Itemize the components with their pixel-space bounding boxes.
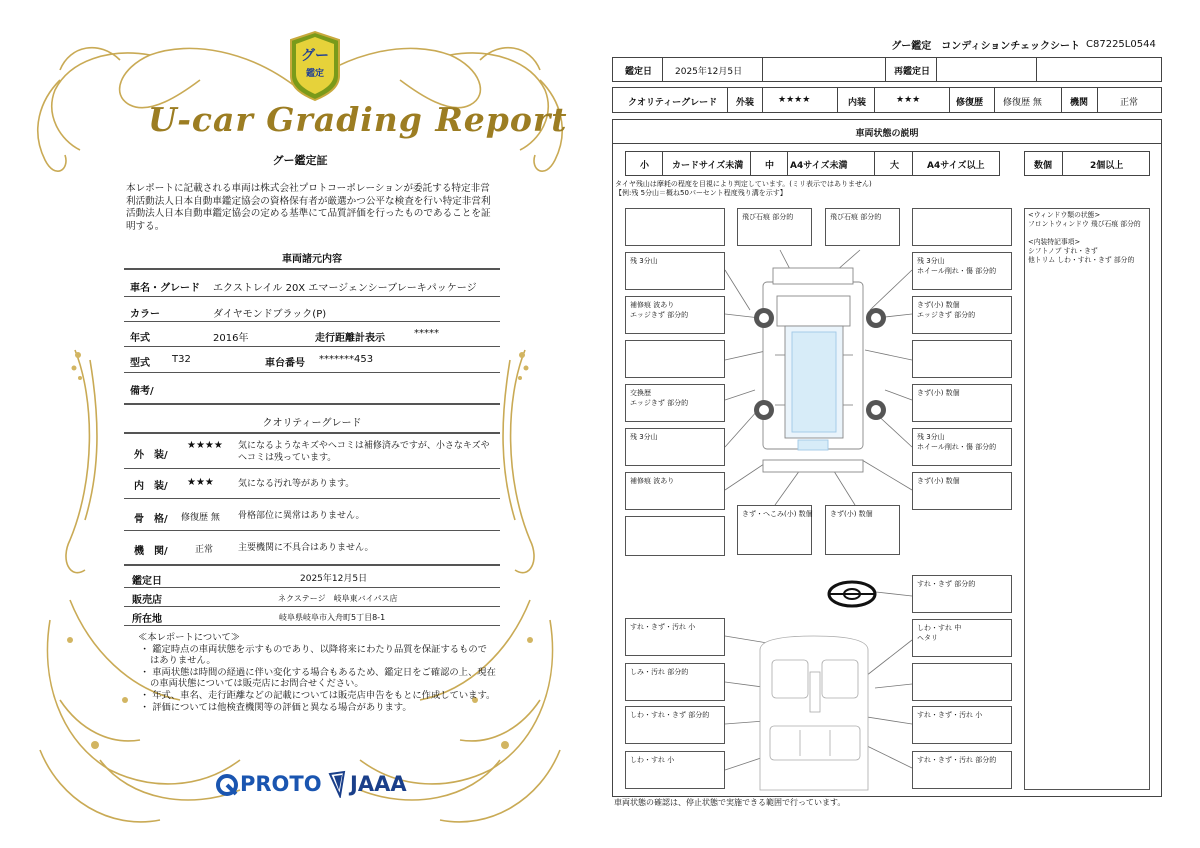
appraisal-date-label: 鑑定日 <box>132 576 162 587</box>
divider <box>124 296 500 297</box>
jaaa-logo-icon <box>328 770 348 798</box>
sheet-code: C87225L0544 <box>1086 39 1156 50</box>
int-left-box: しわ・すれ・きず 部分的 <box>625 706 725 744</box>
ext-top-box: 飛び石痕 部分的 <box>737 208 812 246</box>
legend-count-desc: 2個以上 <box>1090 161 1124 171</box>
int-right-box: しわ・すれ 中 ヘタリ <box>912 619 1012 657</box>
divider <box>124 346 500 347</box>
int-left-box: しみ・汚れ 部分的 <box>625 663 725 701</box>
spec-name-label: 車名・グレード <box>130 283 200 294</box>
divider <box>124 530 500 531</box>
special-notes: <ウィンドウ類の状態> フロントウィンドウ 飛び石痕 部分的 <内装特記事項> シフトノブ すれ・きず 他トリム しわ・すれ・きず 部分的 <box>1028 211 1141 264</box>
engine-label: 機関 <box>1070 98 1089 108</box>
legend-count: 数個 <box>1034 161 1053 171</box>
engine-value: 正常 <box>195 545 214 555</box>
frame-desc: 骨格部位に異常はありません。 <box>238 511 365 521</box>
spec-remarks-label: 備考/ <box>130 386 154 397</box>
legend-large: 大 <box>890 161 900 171</box>
int-right-box <box>912 663 1012 701</box>
spec-model-label: 型式 <box>130 358 150 369</box>
int-left-box: しわ・すれ 小 <box>625 751 725 789</box>
ext-left-box: 補修痕 波あり エッジきず 部分的 <box>625 296 725 334</box>
interior-label: 内装 <box>848 98 867 108</box>
spec-year-value: 2016年 <box>213 333 249 344</box>
jaaa-logo-text: JAAA <box>350 772 407 796</box>
divider <box>124 403 500 405</box>
row-date-label: 鑑定日 <box>625 67 653 77</box>
legend-mid: 中 <box>765 161 775 171</box>
ext-right-box: きず(小) 数個 エッジきず 部分的 <box>912 296 1012 334</box>
sheet-title: グー鑑定 コンディションチェックシート <box>891 41 1080 52</box>
ext-bottom-box: きず(小) 数個 <box>825 505 900 555</box>
spec-name-value: エクストレイル 20X エマージェンシーブレーキパッケージ <box>213 283 477 294</box>
divider <box>124 606 500 607</box>
divider <box>124 587 500 588</box>
steering-wheel-icon <box>829 582 875 606</box>
shop-label: 販売店 <box>132 595 162 606</box>
interior-desc: 気になる汚れ等があります。 <box>238 479 355 489</box>
car-interior-icon <box>760 636 868 790</box>
reappraisal-label: 再鑑定日 <box>894 67 931 77</box>
address-value: 岐阜県岐阜市入舟町5丁目8-1 <box>279 613 386 622</box>
exterior-desc: 気になるようなキズやヘコミは補修済みですが、小さなキズやヘコミは残っています。 <box>238 441 490 463</box>
proto-logo-text: PROTO <box>240 772 322 796</box>
tire-note: タイヤ残山は摩耗の程度を目視により判定しています。(ミリ表示ではありません) <box>615 180 872 188</box>
ext-left-box: 残 3分山 <box>625 252 725 290</box>
sheet-footer: 車両状態の確認は、停止状態で実施できる範囲で行っています。 <box>614 798 846 807</box>
legend-large-desc: A4サイズ以上 <box>927 161 985 171</box>
appraisal-date-value: 2025年12月5日 <box>300 574 368 584</box>
repair-label: 修復歴 <box>956 98 984 108</box>
divider <box>124 498 500 499</box>
note-item: ・ 評価については他検査機関等の評価と異なる場合があります。 <box>140 701 412 713</box>
condition-check-sheet <box>600 0 1200 848</box>
divider <box>124 321 500 322</box>
address-label: 所在地 <box>132 614 162 625</box>
int-left-box: すれ・きず・汚れ 小 <box>625 618 725 656</box>
ext-right-box: 残 3分山 ホイール削れ・傷 部分的 <box>912 428 1012 466</box>
ext-right-box <box>912 208 1012 246</box>
ext-top-box: 飛び石痕 部分的 <box>825 208 900 246</box>
exterior-label: 外 装/ <box>134 450 168 461</box>
divider <box>124 432 500 434</box>
legend-small: 小 <box>640 161 650 171</box>
ext-left-box: 交換歴 エッジきず 部分的 <box>625 384 725 422</box>
ext-left-box <box>625 340 725 378</box>
spec-title: 車両諸元内容 <box>282 254 342 265</box>
proto-logo-icon <box>216 774 238 796</box>
ext-left-box: 補修痕 波あり <box>625 472 725 510</box>
exterior-label: 外装 <box>736 98 755 108</box>
spec-model-value: T32 <box>172 354 191 365</box>
ext-left-box <box>625 516 725 556</box>
int-right-box: すれ・きず 部分的 <box>912 575 1012 613</box>
quality-grade-label: クオリティーグレード <box>628 98 718 108</box>
report-script-title: U-car Grading Report <box>148 100 568 139</box>
legend-small-desc: カードサイズ未満 <box>672 161 744 171</box>
engine-label: 機 関/ <box>134 546 168 557</box>
spec-year-label: 年式 <box>130 333 150 344</box>
spec-mileage-value: ***** <box>414 328 439 339</box>
badge-text: グー <box>301 48 329 64</box>
exterior-stars: ★★★★ <box>187 440 223 451</box>
certificate-intro: 本レポートに記載される車両は株式会社プロトコーポレーションが委託する特定非営利活動法人日本自動車鑑定協会の資格保有者が厳選かつ公平な検査を行い特定非営利活動法人日本自動車鑑定協会の定める基準にて品質評価を行ったものであることを証明する。 <box>126 183 491 232</box>
shop-value: ネクステージ 岐阜東バイパス店 <box>278 594 398 603</box>
spec-color-value: ダイヤモンドブラック(P) <box>213 309 327 320</box>
legend-mid-desc: A4サイズ未満 <box>790 161 848 171</box>
ext-right-box: きず(小) 数個 <box>912 472 1012 510</box>
frame-value: 修復歴 無 <box>181 513 220 523</box>
section-title: 車両状態の説明 <box>855 129 919 139</box>
row-date-value: 2025年12月5日 <box>675 67 743 77</box>
spec-chassis-label: 車台番号 <box>265 358 305 369</box>
frame-label: 骨 格/ <box>134 514 168 525</box>
divider <box>124 468 500 469</box>
car-exterior-icon <box>763 268 863 472</box>
spec-mileage-label: 走行距離計表示 <box>315 333 385 344</box>
tire-example: 【例:残 5分山＝概ね50パーセント程度残り溝を示す】 <box>615 189 787 197</box>
exterior-value: ★★★★ <box>778 95 811 105</box>
divider <box>124 564 500 566</box>
ext-left-box <box>625 208 725 246</box>
int-right-box: すれ・きず・汚れ 部分的 <box>912 751 1012 789</box>
ext-right-box: きず(小) 数個 <box>912 384 1012 422</box>
certificate-title: グー鑑定証 <box>272 154 328 167</box>
interior-label: 内 装/ <box>134 481 168 492</box>
engine-desc: 主要機関に不具合はありません。 <box>238 543 374 553</box>
divider <box>124 268 500 270</box>
interior-stars: ★★★ <box>187 477 214 488</box>
divider <box>124 625 500 626</box>
int-right-box: すれ・きず・汚れ 小 <box>912 706 1012 744</box>
quality-title: クオリティーグレード <box>262 418 362 429</box>
ext-right-box <box>912 340 1012 378</box>
spec-color-label: カラー <box>130 309 160 320</box>
badge-sub: 鑑定 <box>305 69 324 79</box>
note-item: ・ 鑑定時点の車両状態を示すものであり、以降将来にわたり品質を保証するものではありません。 <box>140 643 487 667</box>
report-notes <box>138 632 496 713</box>
ext-right-box: 残 3分山 ホイール削れ・傷 部分的 <box>912 252 1012 290</box>
repair-value: 修復歴 無 <box>1003 98 1042 108</box>
notes-title: ≪本レポートについて≫ <box>138 632 241 643</box>
ext-left-box: 残 3分山 <box>625 428 725 466</box>
ext-bottom-box: きず・へこみ(小) 数個 <box>737 505 812 555</box>
note-item: ・ 年式、車名、走行距離などの記載については販売店申告をもとに作成しています。 <box>140 689 496 701</box>
note-item: ・ 車両状態は時間の経過に伴い変化する場合もあるため、鑑定日をご確認の上、現在の車両状態については販売店にお問合せください。 <box>140 666 496 690</box>
interior-value: ★★★ <box>896 95 921 105</box>
spec-chassis-value: *******453 <box>319 354 374 365</box>
engine-value: 正常 <box>1120 98 1139 108</box>
divider <box>124 372 500 373</box>
